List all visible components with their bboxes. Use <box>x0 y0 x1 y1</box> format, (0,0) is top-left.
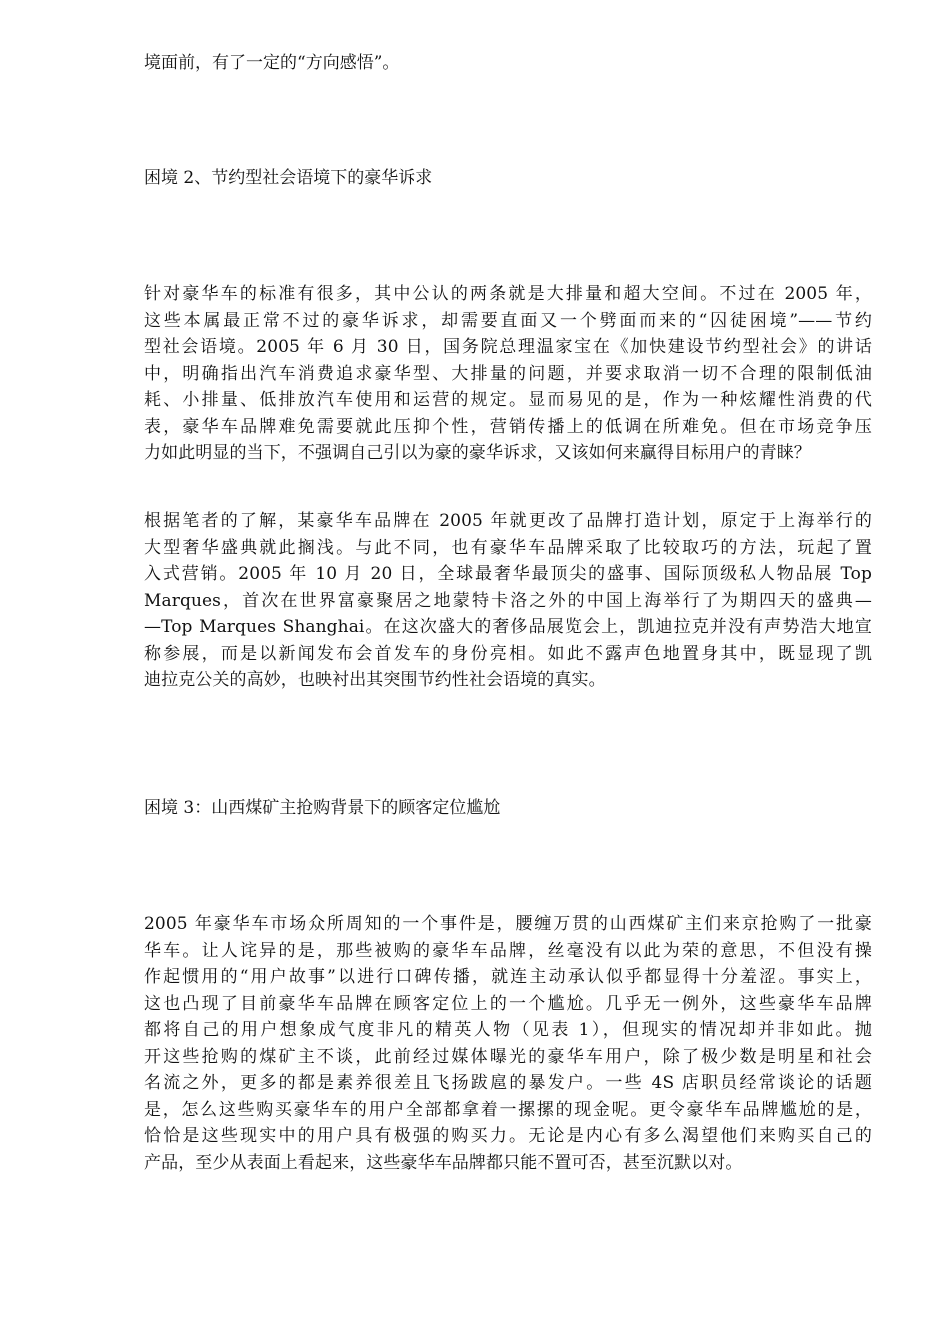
paragraph-line: 入式营销。2005 年 10 月 20 日，全球最奢华最顶尖的盛事、国际顶级私人物品展 Top <box>144 564 872 584</box>
paragraph-line: 开这些抢购的煤矿主不谈，此前经过媒体曝光的豪华车用户，除了极少数是明星和社会 <box>144 1046 872 1067</box>
paragraph-line: 都将自己的用户想象成气度非凡的精英人物（见表 1），但现实的情况却并非如此。抛 <box>144 1020 872 1040</box>
section2-paragraph2 <box>144 508 872 694</box>
paragraph-line: 名流之外，更多的都是素养很差且飞扬跋扈的暴发户。一些 4S 店职员经常谈论的话题 <box>144 1073 872 1093</box>
paragraph-line: Marques，首次在世界富豪聚居之地蒙特卡洛之外的中国上海举行了为期四天的盛典— <box>144 590 872 611</box>
paragraph-line: 是，怎么这些购买豪华车的用户全部都拿着一摞摞的现金呢。更令豪华车品牌尴尬的是， <box>144 1099 872 1120</box>
section3-heading: 困境 3：山西煤矿主抢购背景下的顾客定位尴尬 <box>144 798 501 818</box>
paragraph-line: 根据笔者的了解，某豪华车品牌在 2005 年就更改了品牌打造计划，原定于上海举行的 <box>144 511 872 531</box>
section2-paragraph1 <box>144 281 872 467</box>
paragraph-line: 产品，至少从表面上看起来，这些豪华车品牌都只能不置可否，甚至沉默以对。 <box>144 1152 743 1173</box>
section2-heading: 困境 2、节约型社会语境下的豪华诉求 <box>144 168 433 188</box>
paragraph-line: 称参展，而是以新闻发布会首发车的身份亮相。如此不露声色地置身其中，既显现了凯 <box>144 643 872 664</box>
paragraph-line: 大型奢华盛典就此搁浅。与此不同，也有豪华车品牌采取了比较取巧的方法，玩起了置 <box>144 537 872 558</box>
paragraph-line: 这也凸现了目前豪华车品牌在顾客定位上的一个尴尬。几乎无一例外，这些豪华车品牌 <box>144 993 872 1014</box>
paragraph-line: 2005 年豪华车市场众所周知的一个事件是，腰缠万贯的山西煤矿主们来京抢购了一批豪 <box>144 914 872 934</box>
paragraph-line: 迪拉克公关的高妙，也映衬出其突围节约性社会语境的真实。 <box>144 670 606 690</box>
paragraph-line: 恰恰是这些现实中的用户具有极强的购买力。无论是内心有多么渴望他们来购买自己的 <box>144 1126 872 1146</box>
paragraph-line: 中，明确指出汽车消费追求豪华型、大排量的问题，并要求取消一切不合理的限制低油 <box>144 363 872 384</box>
paragraph-line: 华车。让人诧异的是，那些被购的豪华车品牌，丝毫没有以此为荣的意思，不但没有操 <box>144 940 872 961</box>
paragraph-line: 力如此明显的当下，不强调自己引以为豪的豪华诉求，又该如何来赢得目标用户的青睐？ <box>144 443 811 463</box>
intro-tail-text: 境面前，有了一定的“方向感悟”。 <box>144 53 400 73</box>
section3-paragraph1 <box>144 911 872 1176</box>
paragraph-line: 这些本属最正常不过的豪华诉求，却需要直面又一个劈面而来的“囚徒困境”——节约 <box>144 310 872 331</box>
paragraph-line: 表，豪华车品牌难免需要就此压抑个性，营销传播上的低调在所难免。但在市场竞争压 <box>144 416 872 437</box>
paragraph-line: 耗、小排量、低排放汽车使用和运营的规定。显而易见的是，作为一种炫耀性消费的代 <box>144 390 872 410</box>
paragraph-line: 作起惯用的“用户故事”以进行口碑传播，就连主动承认似乎都显得十分羞涩。事实上， <box>144 967 872 987</box>
paragraph-line: 型社会语境。2005 年 6 月 30 日，国务院总理温家宝在《加快建设节约型社会》的讲话 <box>144 337 872 357</box>
paragraph-line: 针对豪华车的标准有很多，其中公认的两条就是大排量和超大空间。不过在 2005 年， <box>144 284 872 304</box>
paragraph-line: —Top Marques Shanghai。在这次盛大的奢侈品展览会上，凯迪拉克并没有声势浩大地宣 <box>144 617 872 637</box>
